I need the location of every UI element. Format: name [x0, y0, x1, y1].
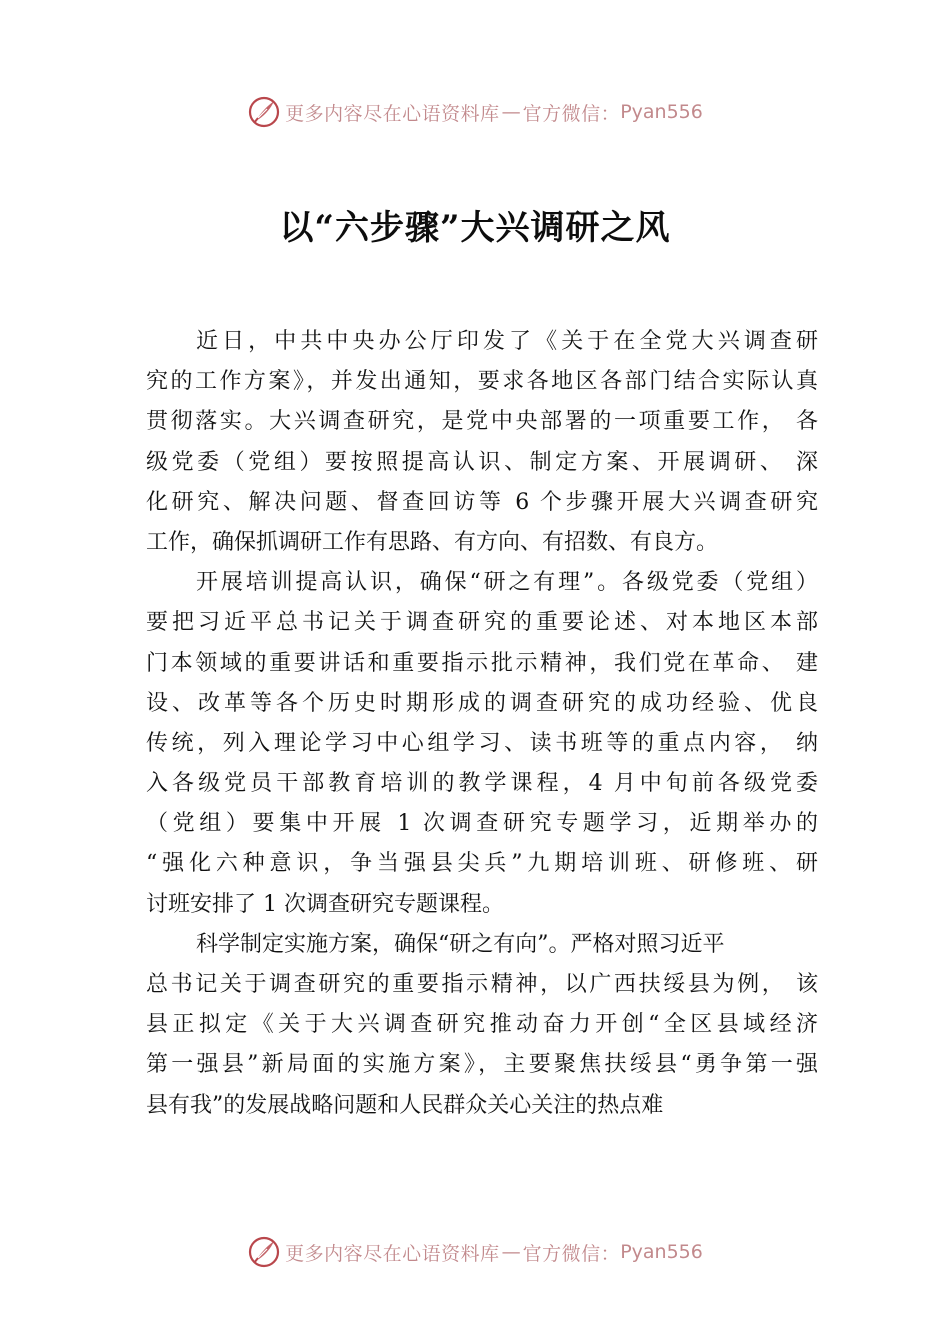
quill-logo-icon: [247, 1235, 281, 1269]
watermark-banner-bottom: [0, 1232, 950, 1272]
body-line: 县正拟定《关于大兴调查研究推动奋力开创“全区县域经济: [146, 1012, 818, 1038]
document-body: [146, 322, 818, 1126]
body-line: 入各级党员干部教育培训的教学课程，4 月中旬前各级党委: [146, 771, 818, 797]
body-line: 设、改革等各个历史时期形成的调查研究的成功经验、优良: [146, 690, 818, 716]
watermark-id: Pyan556: [620, 101, 703, 123]
body-line: 工作，确保抓调研工作有思路、有方向、有招数、有良方。: [146, 529, 719, 555]
document-title: 以“六步骤”大兴调研之风: [279, 208, 671, 248]
body-line: 县有我”的发展战略问题和人民群众关心关注的热点难: [146, 1092, 664, 1118]
body-line: 第一强县”新局面的实施方案》，主要聚焦扶绥县“勇争第一强: [146, 1052, 818, 1078]
body-line: 化研究、解决问题、督查回访等 6 个步骤开展大兴调查研究: [146, 489, 818, 515]
body-line: 讨班安排了 1 次调查研究专题课程。: [146, 891, 504, 917]
body-line: “强化六种意识，争当强县尖兵”九期培训班、研修班、研: [146, 851, 818, 877]
watermark-dash: —: [501, 1241, 521, 1263]
watermark-banner-top: [0, 92, 950, 132]
quill-logo-icon: [247, 95, 281, 129]
body-line: 要把习近平总书记关于调查研究的重要论述、对本地区本部: [146, 610, 818, 636]
body-line: 开展培训提高认识，确保“研之有理”。各级党委（党组）: [196, 570, 818, 596]
watermark-text: 更多内容尽在心语资料库: [285, 1242, 500, 1265]
body-line: （党组）要集中开展 1 次调查研究专题学习，近期举办的: [146, 811, 818, 837]
body-line: 贯彻落实。大兴调查研究，是党中央部署的一项重要工作， 各: [146, 409, 818, 435]
watermark-label: 官方微信：: [522, 1242, 621, 1265]
watermark-dash: —: [501, 101, 521, 123]
watermark-label: 官方微信：: [522, 102, 621, 125]
body-line: 传统，列入理论学习中心组学习、读书班等的重点内容， 纳: [146, 730, 818, 756]
body-line: 门本领域的重要讲话和重要指示批示精神，我们党在革命、 建: [146, 650, 818, 676]
body-line: 近日，中共中央办公厅印发了《关于在全党大兴调查研: [196, 329, 818, 354]
body-line: 究的工作方案》，并发出通知，要求各地区各部门结合实际认真: [146, 369, 818, 395]
watermark-id: Pyan556: [620, 1241, 703, 1263]
body-line: 级党委（党组）要按照提高认识、制定方案、开展调研、 深: [146, 449, 818, 475]
watermark-text: 更多内容尽在心语资料库: [285, 102, 500, 125]
body-line: 总书记关于调查研究的重要指示精神，以广西扶绥县为例， 该: [146, 972, 818, 997]
body-line: 科学制定实施方案，确保“研之有向”。严格对照习近平: [196, 931, 725, 957]
